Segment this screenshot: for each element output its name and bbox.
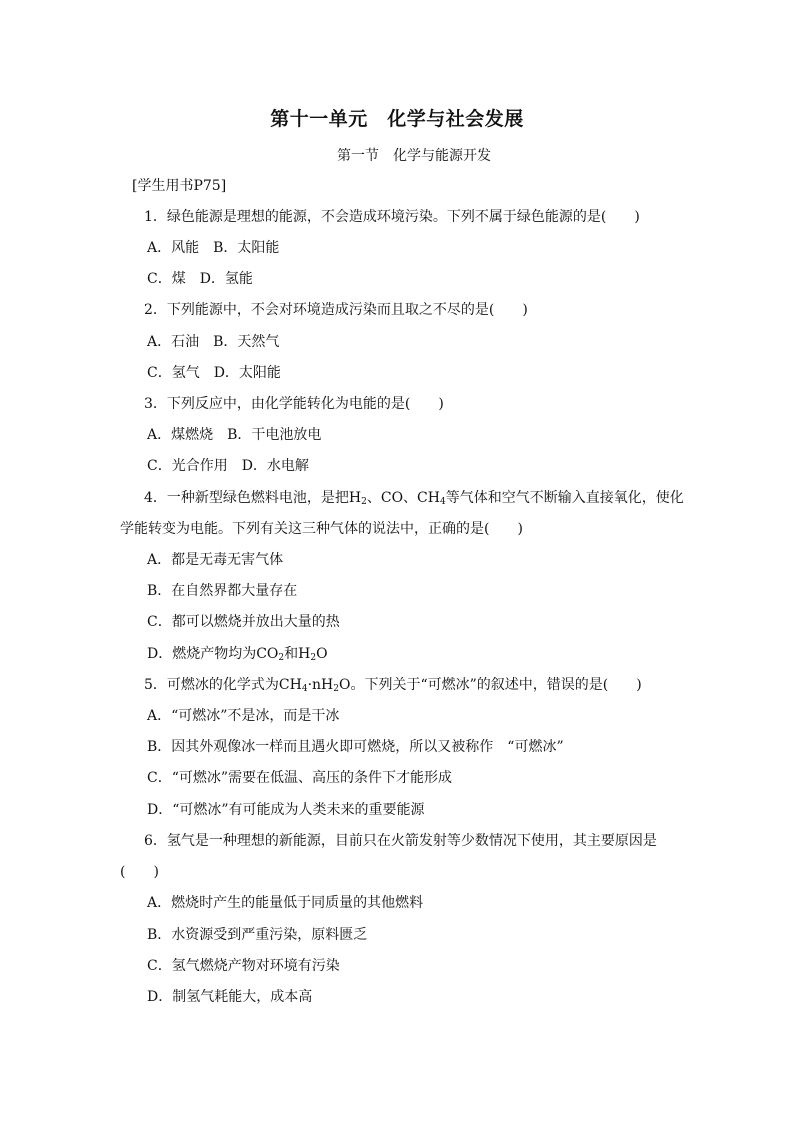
question-1-stem: 1．绿色能源是理想的能源，不会造成环境污染。下列不属于绿色能源的是( ): [144, 209, 640, 225]
question-4-option-b: B．在自然界都大量存在: [147, 583, 298, 599]
question-1-options-ab: A．风能 B．太阳能: [147, 240, 280, 256]
question-6-option-d: D．制氢气耗能大，成本高: [147, 989, 313, 1005]
question-5-option-a: A．“可燃冰”不是冰，而是干冰: [147, 708, 340, 724]
question-5-stem: 5．可燃冰的化学式为$CH_4\cdot nH_2O$。下列关于“可燃冰”的叙述中，错误的是( ): [144, 677, 642, 694]
question-6-stem-continued: ( ): [120, 864, 159, 880]
question-2-options-ab: A．石油 B．天然气: [147, 334, 280, 350]
question-6-option-b: B．水资源受到严重污染，原料匮乏: [147, 927, 368, 943]
question-3-stem: 3．下列反应中，由化学能转化为电能的是( ): [144, 396, 444, 412]
question-5-option-d: D．“可燃冰”有可能成为人类未来的重要能源: [147, 802, 425, 818]
question-2-options-cd: C．氢气 D．太阳能: [147, 365, 281, 381]
question-6-stem: 6．氢气是一种理想的新能源，目前只在火箭发射等少数情况下使用，其主要原因是: [144, 833, 657, 849]
question-3-options-ab: A．煤燃烧 B．干电池放电: [147, 427, 322, 443]
question-4-option-c: C．都可以燃烧并放出大量的热: [147, 614, 340, 630]
question-4-stem: 4．一种新型绿色燃料电池，是把$H_2$、CO、$CH_4$等气体和空气不断输入直接氧化，使化: [144, 490, 684, 507]
question-5-option-b: B．因其外观像冰一样而且遇火即可燃烧，所以又被称作 “可燃冰”: [147, 739, 564, 755]
question-2-stem: 2．下列能源中，不会对环境造成污染而且取之不尽的是( ): [144, 302, 528, 318]
question-3-options-cd: C．光合作用 D．水电解: [147, 458, 309, 474]
question-4-option-a: A．都是无毒无害气体: [147, 552, 284, 568]
question-4-option-d: D．燃烧产物均为$CO_2$和$H_2O$: [147, 646, 328, 663]
unit-title: 第十一单元 化学与社会发展: [270, 108, 524, 130]
question-1-options-cd: C．煤 D．氢能: [147, 271, 253, 287]
question-5-option-c: C．“可燃冰”需要在低温、高压的条件下才能形成: [147, 770, 453, 786]
question-6-option-c: C．氢气燃烧产物对环境有污染: [147, 958, 340, 974]
question-4-stem-continued: 学能转变为电能。下列有关这三种气体的说法中，正确的是( ): [120, 521, 523, 537]
section-subtitle: 第一节 化学与能源开发: [337, 148, 491, 164]
question-6-option-a: A．燃烧时产生的能量低于同质量的其他燃料: [147, 895, 424, 911]
textbook-reference: [学生用书P75]: [132, 178, 227, 194]
